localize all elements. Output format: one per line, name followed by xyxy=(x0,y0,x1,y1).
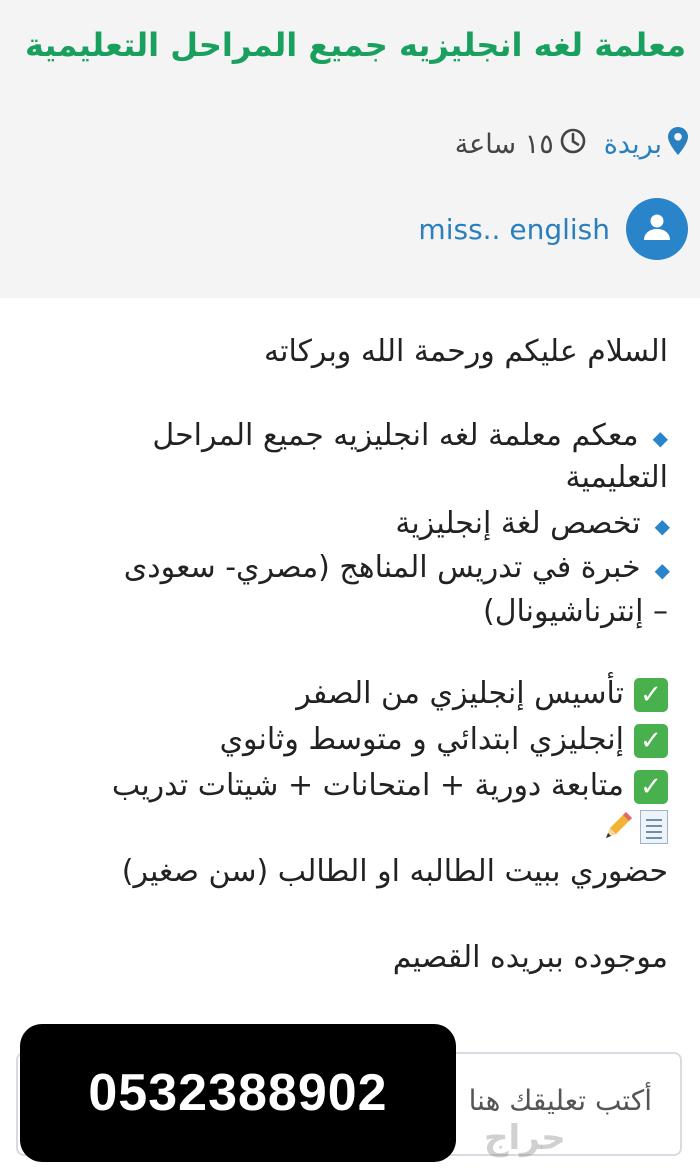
greeting: السلام عليكم ورحمة الله وبركاته xyxy=(264,334,668,369)
location-text: موجوده ببريده القصيم xyxy=(392,940,668,975)
post-title: معلمة لغه انجليزيه جميع المراحل التعليمية xyxy=(24,26,686,64)
page-icon xyxy=(640,810,668,844)
city-link[interactable] xyxy=(604,127,688,162)
list-item xyxy=(30,546,670,592)
emoji-line xyxy=(28,804,668,848)
bullet-text: معكم معلمة لغه انجليزيه جميع المراحل xyxy=(152,418,639,453)
clock-icon xyxy=(560,128,586,161)
bullet-text: تخصص لغة إنجليزية xyxy=(395,506,641,541)
city-label: بريدة xyxy=(603,128,662,160)
bullet-text: خبرة في تدريس المناهج (مصري- سعودى xyxy=(123,550,641,585)
check-text: تأسيس إنجليزي من الصفر xyxy=(296,676,624,711)
diamond-bullet-icon: ◆ xyxy=(652,426,668,450)
list-item xyxy=(30,502,670,548)
check-item xyxy=(28,718,668,762)
post-header xyxy=(0,0,700,298)
phone-number: 0532388902 xyxy=(88,1064,388,1122)
list-item xyxy=(28,414,668,460)
check-item xyxy=(28,672,668,716)
check-text: متابعة دورية + امتحانات + شيتات تدريب xyxy=(111,768,624,803)
bullet-text-continued: التعليمية xyxy=(565,460,668,495)
post-meta xyxy=(455,122,688,166)
check-text: إنجليزي ابتدائي و متوسط وثانوي xyxy=(219,722,624,757)
comment-placeholder: أكتب تعليقك هنا xyxy=(468,1084,652,1117)
check-item xyxy=(28,764,668,808)
location-pin-icon xyxy=(668,127,688,162)
post-age-label: ١٥ ساعة xyxy=(454,128,554,160)
watermark: حراج xyxy=(484,1118,566,1158)
check-mark-icon: ✓ xyxy=(634,770,668,804)
presence-text: حضوري ببيت الطالبه او الطالب (سن صغير) xyxy=(121,854,668,889)
author[interactable] xyxy=(418,198,688,260)
phone-number-banner xyxy=(20,1024,456,1162)
diamond-bullet-icon: ◆ xyxy=(654,558,670,582)
check-mark-icon: ✓ xyxy=(634,678,668,712)
author-name[interactable]: miss.. english xyxy=(418,212,610,246)
avatar[interactable] xyxy=(626,198,688,260)
check-mark-icon: ✓ xyxy=(634,724,668,758)
diamond-bullet-icon: ◆ xyxy=(654,514,670,538)
user-icon xyxy=(643,213,671,245)
post-age xyxy=(455,128,586,161)
pencil-icon xyxy=(600,810,634,844)
bullet-text-continued: – إنترناشيونال) xyxy=(483,594,668,629)
